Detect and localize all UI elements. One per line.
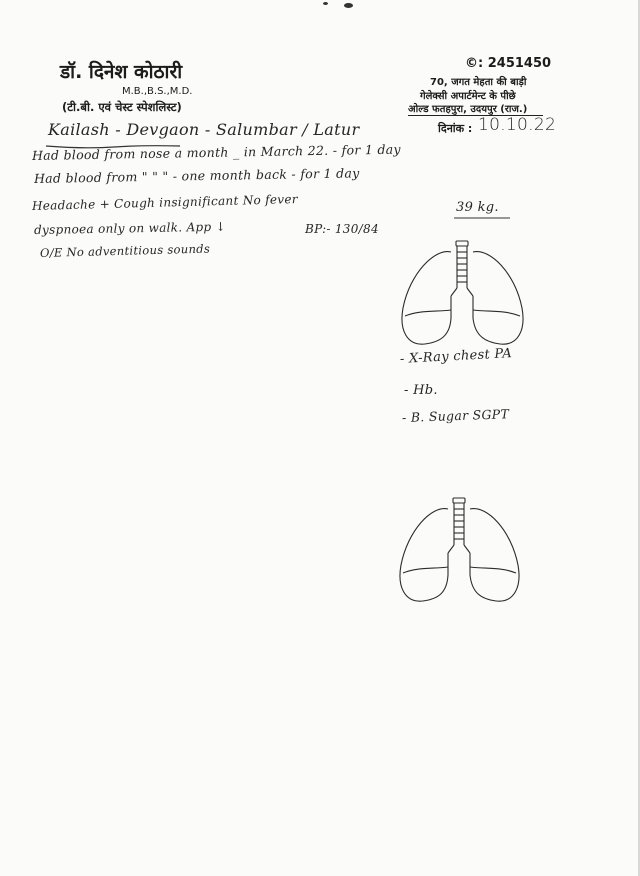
address-line-2: गेलेक्सी अपार्टमेन्ट के पीछे xyxy=(420,91,516,102)
ink-smudge xyxy=(344,3,353,8)
address-line-3: ओल्ड फतहपुरा, उदयपुर (राज.) xyxy=(408,104,528,115)
history-line-3: Headache + Cough insignificant No fever xyxy=(31,192,298,213)
phone-number: ©: 2451450 xyxy=(465,56,552,71)
bp-reading: BP:- 130/84 xyxy=(305,222,379,236)
date-label: दिनांक : xyxy=(438,122,473,135)
history-line-4: dyspnoea only on walk. App ↓ xyxy=(33,219,227,237)
date-value: 10.10.22 xyxy=(478,115,557,135)
lung-diagram-bottom xyxy=(395,495,525,607)
doctor-specialization: (टी.बी. एवं चेस्ट स्पेशलिस्ट) xyxy=(62,100,182,114)
lung-diagram-top xyxy=(395,238,530,350)
weight-underline xyxy=(452,216,512,220)
patient-line: Kailash - Devgaon - Salumbar / Latur xyxy=(48,120,360,139)
investigation-sugar-sgpt: - B. Sugar SGPT xyxy=(401,406,510,425)
ink-smudge xyxy=(323,2,328,5)
doctor-name: डॉ. दिनेश कोठारी xyxy=(60,61,183,83)
address-line-1: 70, जगत मेहता की बाड़ी xyxy=(430,77,527,88)
weight: 39 kg. xyxy=(456,200,499,215)
history-line-5: O/E No adventitious sounds xyxy=(39,241,211,260)
investigation-hb: - Hb. xyxy=(404,383,438,398)
history-line-1: Had blood from nose a month _ in March 22. - for 1 day xyxy=(31,141,401,163)
history-line-2: Had blood from " " " - one month back - for 1 day xyxy=(33,165,360,186)
doctor-qualifications: M.B.,B.S.,M.D. xyxy=(122,86,193,97)
investigation-xray: - X-Ray chest PA xyxy=(399,346,513,367)
